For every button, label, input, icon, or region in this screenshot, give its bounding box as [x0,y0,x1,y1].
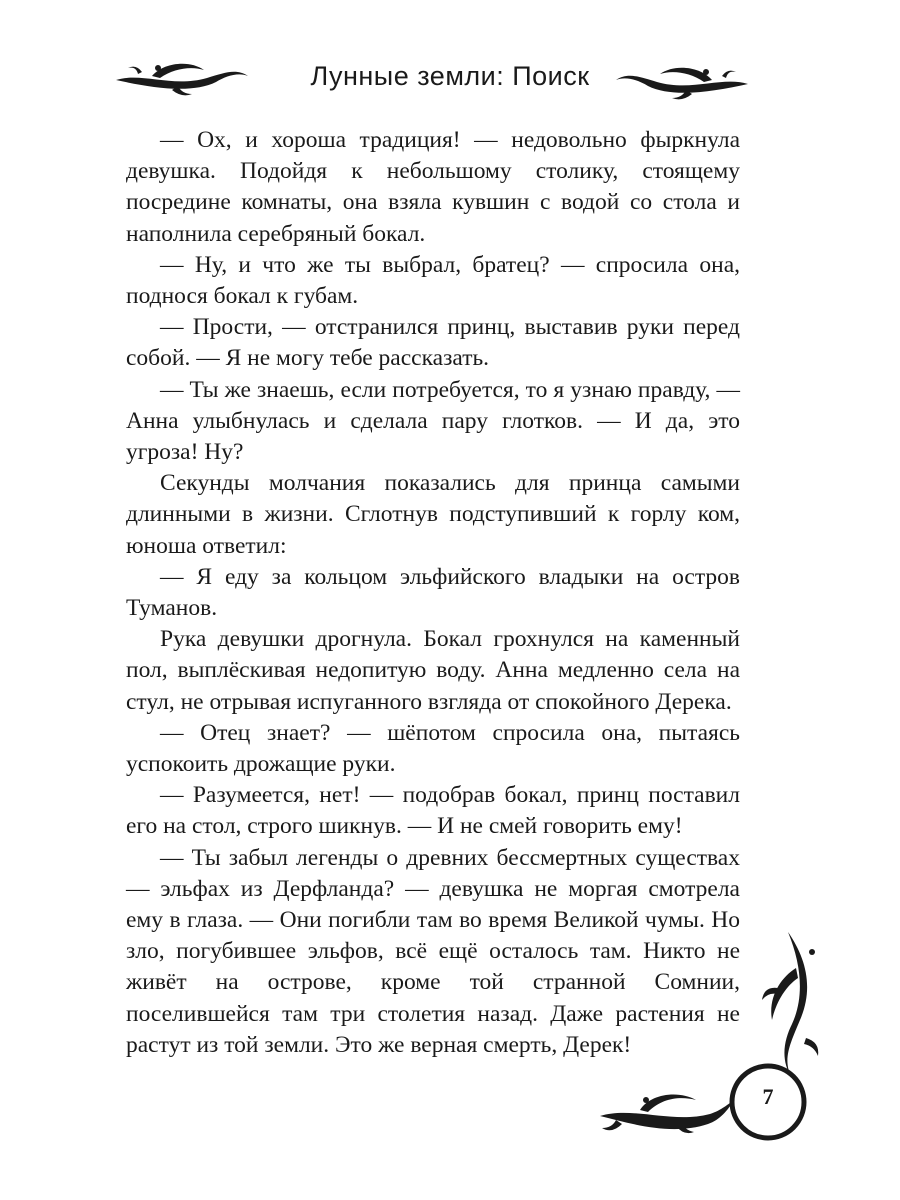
paragraph: — Я еду за кольцом эльфийского владыки на остров Туманов. [126,563,740,622]
paragraph: — Ты забыл легенды о древних бессмертных существах — эльфах из Дерфланда? — девушка не моргая смотрела ему в глаза. — Они погибли там во время Великой чумы. Но зло, погубившее эльфов, всё ещё осталось там. Никто не живёт на острове, кроме той странной Сомнии, поселившейся там три столетия назад. Даже растения не растут из той земли. Это же верная смерть, Дерек! [126,844,740,1058]
paragraph: — Отец знает? — шёпотом спросила она, пытаясь успокоить дрожащие руки. [126,719,740,778]
paragraph: Рука девушки дрогнула. Бокал грохнулся на каменный пол, выплёскивая недопитую воду. Анна медленно села на стул, не отрывая испуганного взгляда от спокойного Дерека. [126,626,740,715]
paragraph: — Прости, — отстранился принц, выставив руки перед собой. — Я не могу тебе рассказать. [126,314,740,372]
page-text [126,125,740,1061]
book-title: Лунные земли: Поиск [310,61,590,91]
running-header [0,56,900,100]
right-flourish-ornament [612,62,752,104]
paragraph: Секунды молчания показались для принца самыми длинными в жизни. Сглотнув подступивший к горлу ком, юноша ответил: [126,470,740,559]
corner-flourish-ornament [592,928,832,1148]
paragraph: — Разумеется, нет! — подобрав бокал, принц поставил его на стол, строго шикнув. — И не смей говорить ему! [126,782,740,840]
paragraph: — Ты же знаешь, если потребуется, то я узнаю правду, — Анна улыбнулась и сделала пару глотков. — И да, это угроза! Ну? [126,376,740,466]
page-number: 7 [762,1084,774,1109]
paragraph: — Ну, и что же ты выбрал, братец? — спросила она, поднося бокал к губам. [126,251,740,310]
paragraph: — Ох, и хороша традиция! — недовольно фыркнула девушка. Подойдя к небольшому столику, стоящему посредине комнаты, она взяла кувшин с водой со стола и наполнила серебряный бокал. [126,127,740,247]
